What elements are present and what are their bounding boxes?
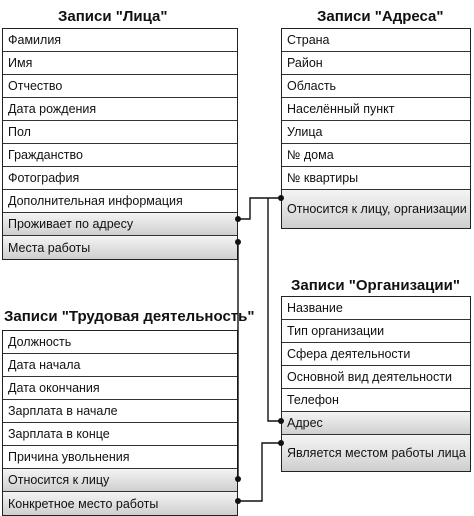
field-org-name: Название — [282, 297, 470, 320]
field-is-workplace-of-person: Является местом работы лица — [282, 435, 470, 471]
field-position: Должность — [3, 331, 237, 354]
field-activity-sphere: Сфера деятельности — [282, 343, 470, 366]
persons-table — [2, 28, 238, 260]
persons-table-title: Записи "Лица" — [58, 8, 168, 25]
organizations-table — [281, 296, 471, 472]
field-specific-workplace: Конкретное место работы — [3, 492, 237, 515]
field-start-date: Дата начала — [3, 354, 237, 377]
field-belongs-to-person-org: Относится к лицу, организации — [282, 190, 470, 228]
field-country: Страна — [282, 29, 470, 52]
field-patronymic: Отчество — [3, 75, 237, 98]
field-first-name: Имя — [3, 52, 237, 75]
field-end-date: Дата окончания — [3, 377, 237, 400]
field-org-address: Адрес — [282, 412, 470, 435]
field-apartment-number: № квартиры — [282, 167, 470, 190]
field-end-salary: Зарплата в конце — [3, 423, 237, 446]
addresses-table-title: Записи "Адреса" — [317, 8, 444, 25]
field-sex: Пол — [3, 121, 237, 144]
field-phone: Телефон — [282, 389, 470, 412]
field-surname: Фамилия — [3, 29, 237, 52]
field-region: Область — [282, 75, 470, 98]
field-photo: Фотография — [3, 167, 237, 190]
employment-table-title: Записи "Трудовая деятельность" — [4, 308, 255, 325]
field-workplaces: Места работы — [3, 236, 237, 259]
addresses-table — [281, 28, 471, 229]
connector-employment-org — [238, 443, 281, 501]
connector-org-address — [268, 198, 281, 421]
field-org-type: Тип организации — [282, 320, 470, 343]
field-birth-date: Дата рождения — [3, 98, 237, 121]
field-district: Район — [282, 52, 470, 75]
field-belongs-to-person: Относится к лицу — [3, 469, 237, 492]
field-main-activity: Основной вид деятельности — [282, 366, 470, 389]
field-additional-info: Дополнительная информация — [3, 190, 237, 213]
field-street: Улица — [282, 121, 470, 144]
organizations-table-title: Записи "Организации" — [291, 277, 460, 294]
connector-person-address — [238, 198, 281, 219]
employment-table — [2, 330, 238, 516]
field-citizenship: Гражданство — [3, 144, 237, 167]
field-start-salary: Зарплата в начале — [3, 400, 237, 423]
field-lives-at-address: Проживает по адресу — [3, 213, 237, 236]
field-house-number: № дома — [282, 144, 470, 167]
field-dismissal-reason: Причина увольнения — [3, 446, 237, 469]
field-settlement: Населённый пункт — [282, 98, 470, 121]
